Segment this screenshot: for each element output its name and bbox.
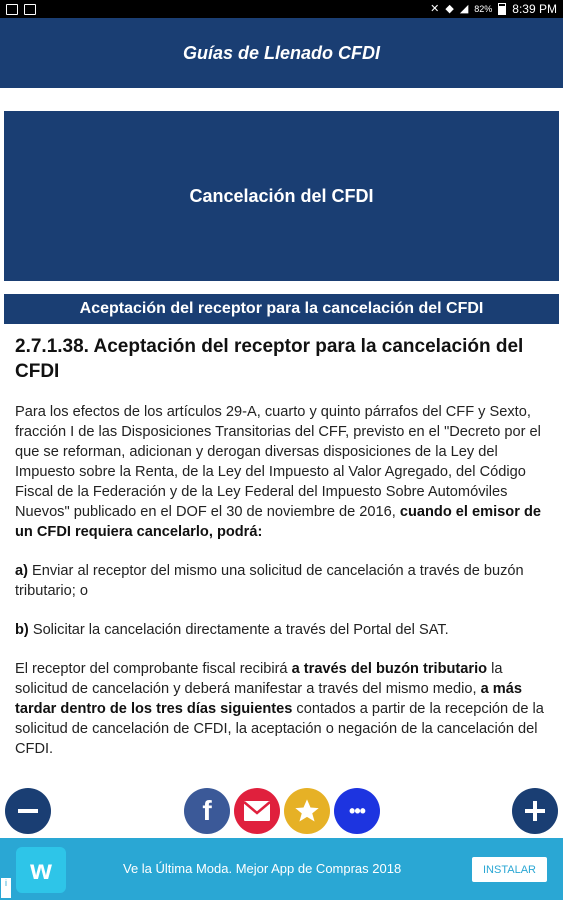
receptor-bold-1: a través del buzón tributario	[291, 661, 488, 677]
receptor-bold-2: a más tardar dentro de los tres días siguientes	[15, 681, 522, 717]
email-share-button[interactable]	[234, 788, 280, 834]
settings-icon	[24, 4, 36, 15]
star-icon	[293, 797, 321, 825]
battery-icon	[498, 3, 506, 15]
paragraph-receptor	[15, 659, 550, 759]
more-icon: •••	[349, 800, 365, 821]
status-bar	[0, 0, 563, 18]
install-button[interactable]: INSTALAR	[472, 857, 547, 882]
ad-text: Ve la Última Moda. Mejor App de Compras 2018	[123, 861, 402, 876]
battery-percent: 82%	[474, 4, 493, 14]
app-title: Guías de Llenado CFDI	[182, 42, 381, 63]
option-b-text: Solicitar la cancelación directamente a través del Portal del SAT.	[28, 622, 449, 638]
option-b-label: b)	[15, 622, 29, 638]
plus-icon	[522, 798, 548, 824]
paragraph-intro	[15, 402, 550, 542]
option-a-label: a)	[15, 563, 28, 579]
section-header	[4, 294, 559, 324]
clock: 8:39 PM	[512, 2, 557, 16]
paragraph-option-a	[15, 561, 550, 601]
cell-icon: ◢	[459, 2, 469, 15]
zoom-in-button[interactable]	[512, 788, 558, 834]
section-title: Aceptación del receptor para la cancelación del CFDI	[79, 300, 484, 317]
paragraph-option-b	[15, 620, 550, 640]
zoom-out-button[interactable]	[5, 788, 51, 834]
image-icon	[6, 4, 18, 15]
paragraph-intro-text: Para los efectos de los artículos 29-A, cuarto y quinto párrafos del CFF y Sexto, fracción I de las Disposiciones Transitorias del CFF, previsto en el "Decreto por el que se reforman, adicionan y derogan diversas disposiciones de la Ley del Impuesto sobre la Renta, de la Ley del Impuesto al Valor Agregado, del Código Fiscal de la Federación y de la Ley Federal del Impuesto Sobre Automóviles Nuevos" publicado en el DOF el 30 de noviembre de 2016,	[15, 404, 541, 520]
receptor-text-3: contados a partir de la recepción de la solicitud de cancelación de CFDI, la aceptación o negación de la cancelación del CFDI.	[15, 701, 544, 757]
ad-info-icon[interactable]: i	[1, 878, 11, 898]
mute-icon: ✕	[430, 2, 440, 15]
wish-logo-icon: w	[16, 847, 66, 893]
article-content	[15, 334, 550, 778]
facebook-share-button[interactable]	[184, 788, 230, 834]
option-a-text: Enviar al receptor del mismo una solicitud de cancelación a través de buzón tributario; o	[15, 563, 524, 599]
facebook-icon: f	[202, 795, 212, 826]
favorite-button[interactable]	[284, 788, 330, 834]
hero-banner	[4, 111, 559, 281]
receptor-text-2: la solicitud de cancelación y deberá manifestar a través del mismo medio,	[15, 661, 503, 697]
paragraph-intro-bold: cuando el emisor de un CFDI requiera cancelarlo, podrá:	[15, 504, 541, 540]
article-heading: 2.7.1.38. Aceptación del receptor para la cancelación del CFDI	[15, 336, 524, 382]
app-bar	[0, 18, 563, 88]
receptor-text-1: El receptor del comprobante fiscal recibirá	[15, 661, 292, 677]
more-options-button[interactable]	[334, 788, 380, 834]
wifi-icon: ◆	[445, 2, 454, 15]
mail-icon	[243, 800, 271, 822]
minus-icon	[15, 798, 41, 824]
hero-title: Cancelación del CFDI	[189, 185, 374, 206]
